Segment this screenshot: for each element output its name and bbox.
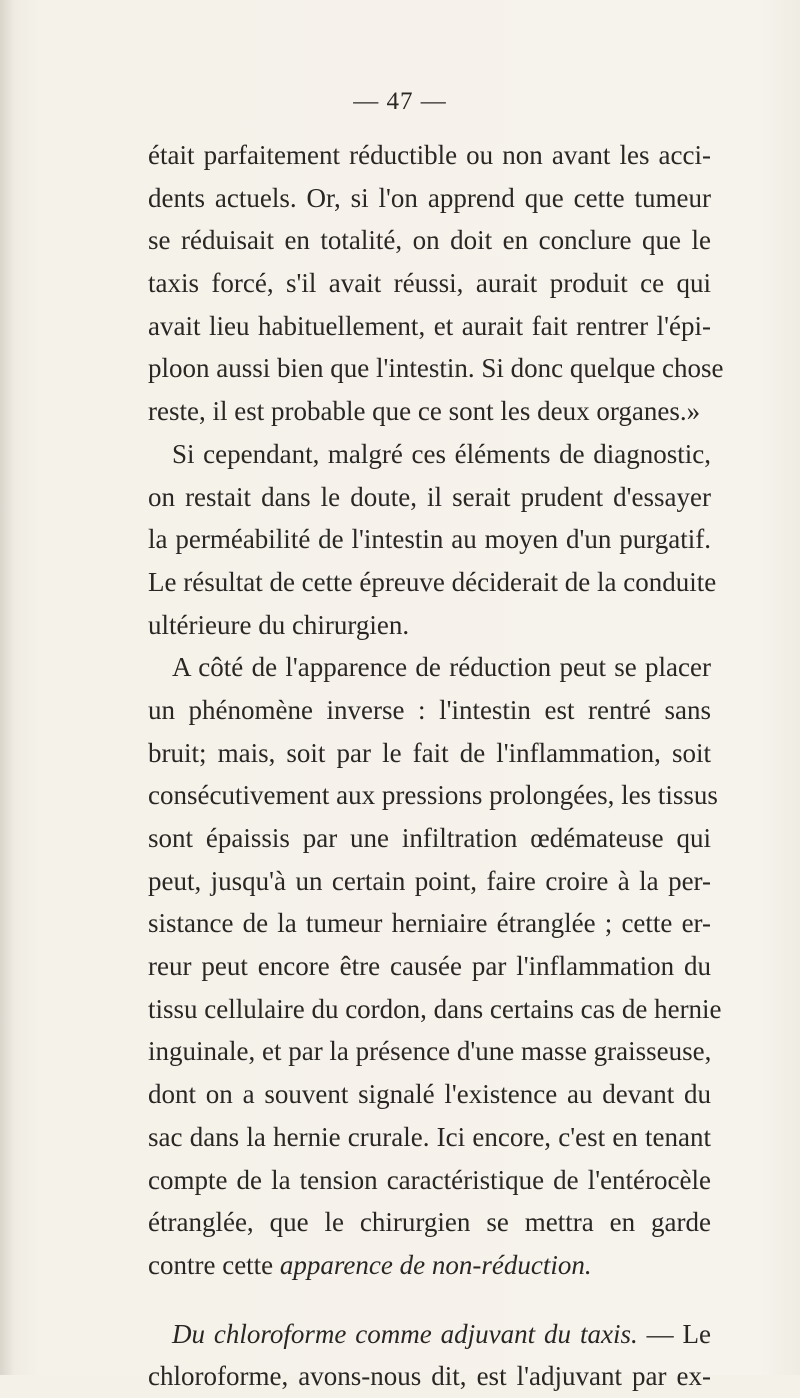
text-line: étranglée, que le chirurgien se mettra en garde: [148, 1207, 711, 1238]
text-line: ploon aussi bien que l'intestin. Si donc quelque chose: [148, 353, 724, 384]
text-line: ultérieure du chirurgien.: [148, 609, 410, 640]
text-line: avait lieu habituellement, et aurait fait rentrer l'épi-: [148, 310, 711, 341]
text-line: [148, 1244, 711, 1287]
text-line: se réduisait en totalité, on doit en conclure que le: [148, 225, 711, 256]
text-line: reste, il est probable que ce sont les deux organes.»: [148, 396, 701, 427]
section-heading: [148, 1313, 711, 1356]
binding-shadow: [0, 0, 14, 1375]
text-line: compte de la tension caractéristique de l'entérocèle: [148, 1164, 711, 1195]
text-line: dont on a souvent signalé l'existence au devant du: [148, 1079, 711, 1110]
text-line: taxis forcé, s'il avait réussi, aurait produit ce qui: [148, 268, 711, 299]
text-line: chloroforme, avons-nous dit, est l'adjuvant par ex-: [148, 1361, 711, 1392]
text-line: bruit; mais, soit par le fait de l'inflammation, soit: [148, 737, 711, 768]
italic-text: apparence de non-réduction.: [279, 1249, 592, 1280]
section-heading-italic: Du chloroforme comme adjuvant du taxis.: [172, 1318, 638, 1349]
text-line: consécutivement aux pressions prolongées, les tissus: [148, 780, 718, 811]
text-line: peut, jusqu'à un certain point, faire croire à la per-: [148, 865, 711, 896]
text-line: on restait dans le doute, il serait prudent d'essayer: [148, 481, 711, 512]
text-line: Le résultat de cette épreuve déciderait de la conduite: [148, 566, 717, 597]
text-fragment: contre cette: [148, 1249, 280, 1280]
body-text: [148, 134, 724, 1398]
text-line: A côté de l'apparence de réduction peut se placer: [172, 652, 711, 683]
text-line: était parfaitement réductible ou non avant les acci-: [148, 140, 711, 170]
text-line: Si cependant, malgré ces éléments de diagnostic,: [172, 438, 711, 469]
text-line: la perméabilité de l'intestin au moyen d'un purgatif.: [148, 524, 711, 555]
text-line: sistance de la tumeur herniaire étranglée ; cette er-: [148, 908, 711, 939]
text-line: reur peut encore être causée par l'inflammation du: [148, 951, 711, 982]
page-number: — 47 —: [353, 88, 447, 115]
text-line: un phénomène inverse : l'intestin est rentré sans: [148, 694, 711, 725]
section-heading-rest: — Le: [637, 1318, 711, 1349]
text-line: dents actuels. Or, si l'on apprend que cette tumeur: [148, 182, 711, 213]
text-line: tissu cellulaire du cordon, dans certains cas de hernie: [148, 993, 722, 1024]
text-line: inguinale, et par la présence d'une masse graisseuse,: [148, 1036, 712, 1067]
text-line: sac dans la hernie crurale. Ici encore, c'est en tenant: [148, 1121, 711, 1152]
text-line: sont épaissis par une infiltration œdémateuse qui: [148, 823, 711, 853]
